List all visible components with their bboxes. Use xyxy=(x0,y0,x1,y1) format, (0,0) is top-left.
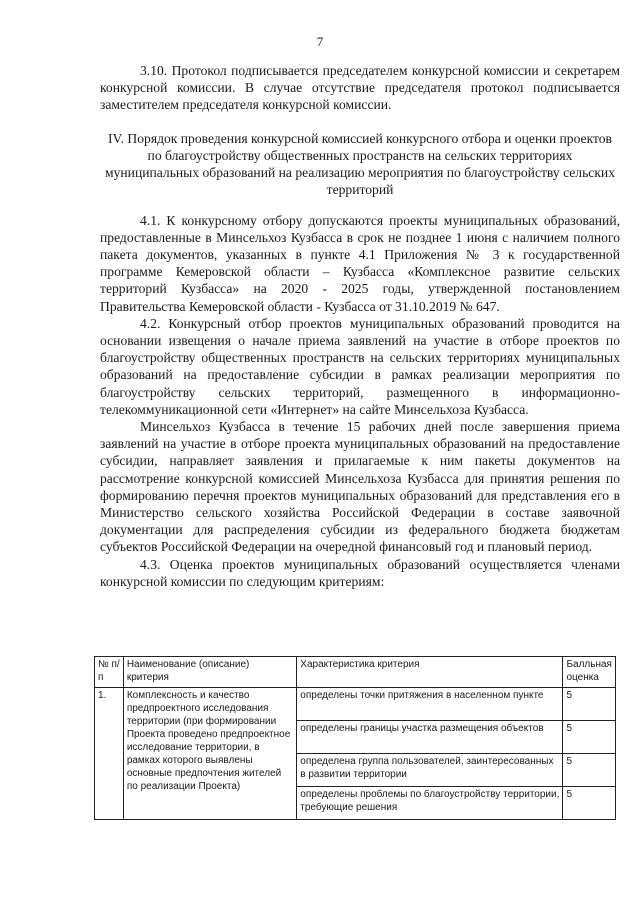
row-num: 1. xyxy=(95,688,124,820)
page-number: 7 xyxy=(316,34,324,49)
header-num: № п/п xyxy=(95,657,124,688)
paragraph-4-3: 4.3. Оценка проектов муниципальных образований осуществляется членами конкурсной комиссии по следующим критериям: xyxy=(100,556,620,589)
header-characteristic: Характеристика критерия xyxy=(297,657,563,688)
header-score: Балльная оценка xyxy=(563,657,616,688)
criterion-characteristic: определены точки притяжения в населенном пункте xyxy=(297,688,563,721)
table-row xyxy=(95,688,616,721)
table-header-row xyxy=(95,657,616,688)
criterion-score: 5 xyxy=(563,787,616,820)
criterion-score: 5 xyxy=(563,688,616,721)
paragraph-4-1: 4.1. К конкурсному отбору допускаются проекты муниципальных образований, предоставленные в Минсельхоз Кузбасса в срок не позднее 1 июня с наличием полного пакета документов, указанных в пункте 4.1 Приложения № 3 к государственной программе Кемеровской области – Кузбасса «Комплексное развитие сельских территорий Кузбасса» на 2020 - 2025 годы, утвержденной постановлением Правительства Кемеровской области - Кузбасса от 31.10.2019 № 647. xyxy=(100,212,620,314)
criterion-score: 5 xyxy=(563,754,616,787)
criterion-characteristic: определены границы участка размещения объектов xyxy=(297,721,563,754)
section-heading: IV. Порядок проведения конкурсной комиссией конкурсного отбора и оценки проектов по благоустройству общественных пространств на сельских территориях муниципальных образований на реализацию мероприятия по благоустройству сельских территорий xyxy=(105,130,615,197)
document-body xyxy=(100,62,620,590)
criterion-characteristic: определена группа пользователей, заинтересованных в развитии территории xyxy=(297,754,563,787)
criterion-characteristic: определены проблемы по благоустройству территории, требующие решения xyxy=(297,787,563,820)
row-criterion-name: Комплексность и качество предпроектного исследования территории (при формировании Проекта проведено предпроектное исследование территории, в рамках которого выявлены основные предпочтения жителей по реализации Проекта) xyxy=(123,688,296,820)
criteria-table xyxy=(94,656,616,820)
paragraph-3-10: 3.10. Протокол подписывается председателем конкурсной комиссии и секретарем конкурсной комиссии. В случае отсутствие председателя протокол подписывается заместителем председателя конкурсной комиссии. xyxy=(100,63,620,113)
paragraph-minselhoz: Минсельхоз Кузбасса в течение 15 рабочих дней после завершения приема заявлений на участие в отборе проекта муниципальных образований на предоставление субсидии, направляет заявления и прилагаемые к ним пакеты документов на рассмотрение конкурсной комиссией Минсельхоза Кузбасса для принятия решения по формированию перечня проектов муниципальных образований для представления его в Министерство сельского хозяйства Российской Федерации в составе заявочной документации для распределения субсидии из федерального бюджета бюджетам субъектов Российской Федерации на очередной финансовый год и плановый период. xyxy=(100,419,620,555)
criterion-score: 5 xyxy=(563,721,616,754)
header-name: Наименование (описание) критерия xyxy=(123,657,296,688)
paragraph-4-2: 4.2. Конкурсный отбор проектов муниципальных образований проводится на основании извещения о начале приема заявлений на участие в отборе проектов по благоустройству общественных пространств на сельских территориях муниципальных образований на предоставление субсидии в рамках реализации мероприятия по благоустройству сельских территорий, размещенного в информационно-телекоммуникационной сети «Интернет» на сайте Минсельхоза Кузбасса. xyxy=(100,315,620,417)
